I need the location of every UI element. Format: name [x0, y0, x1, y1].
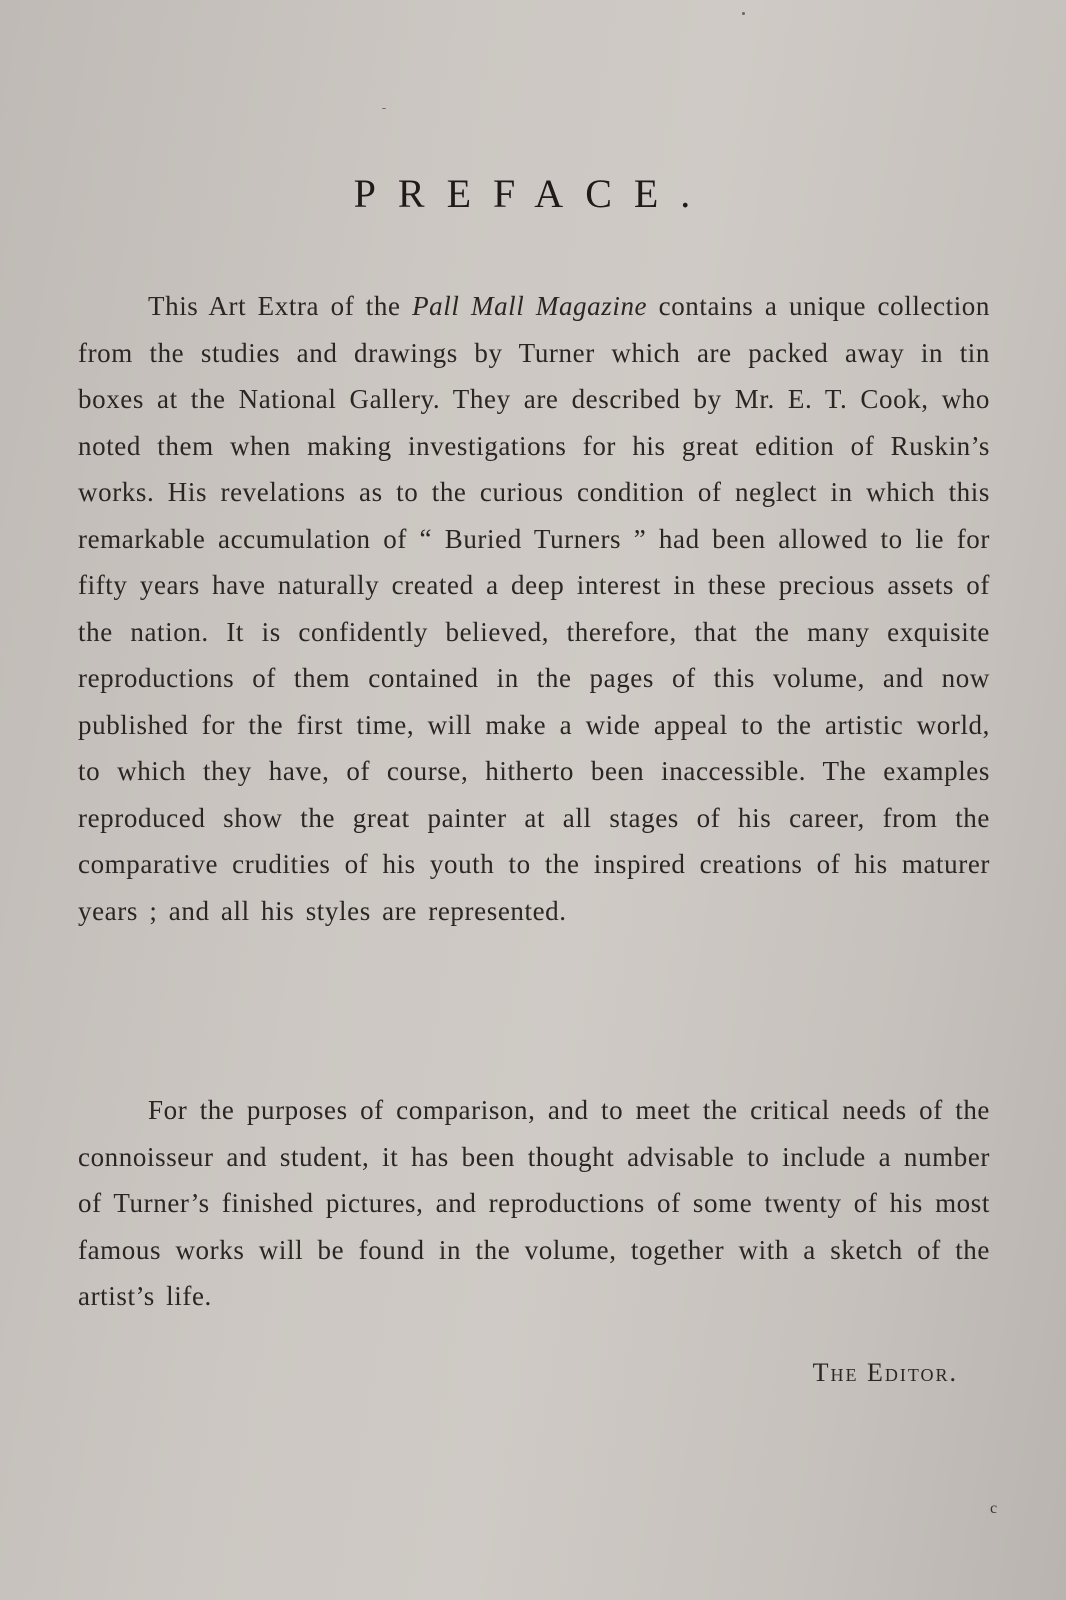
corner-mark: c	[990, 1500, 998, 1517]
signature: The Editor.	[812, 1358, 958, 1387]
paragraph-1-intro: This Art Extra of the	[148, 291, 413, 321]
preface-paragraph-2: For the purposes of comparison, and to meet the critical needs of the connoisseur and student, it has been thought advisable to include a number of Turner’s finished pictures, and reproductions of some twenty of his most famous works will be found in the volume, together with a sketch of the artist’s life.	[78, 1095, 990, 1311]
page-title: PREFACE.	[353, 171, 713, 216]
paper-speck	[742, 12, 745, 15]
magazine-title: Pall Mall Magazine	[412, 291, 648, 321]
paper-speck	[382, 108, 386, 109]
paragraph-1-body: contains a unique collection from the studies and drawings by Turner which are packed away in tin boxes at the National Gallery. They are described by Mr. E. T. Cook, who noted them when making investigations for his great edition of Ruskin’s works. His revelations as to the curious condition of neglect in which this remarkable accumulation of “ Buried Turners ” had been allowed to lie for fifty years have naturally created a deep interest in these precious assets of the nation. It is confidently believed, therefore, that the many exquisite reproductions of them contained in the pages of this volume, and now published for the first time, will make a wide appeal to the artistic world, to which they have, of course, hitherto been inaccessible. The examples reproduced show the great painter at all stages of his career, from the comparative crudities of his youth to the inspired creations of his maturer years ; and all his styles are represented.	[78, 291, 990, 926]
preface-paragraph-1	[78, 283, 990, 934]
